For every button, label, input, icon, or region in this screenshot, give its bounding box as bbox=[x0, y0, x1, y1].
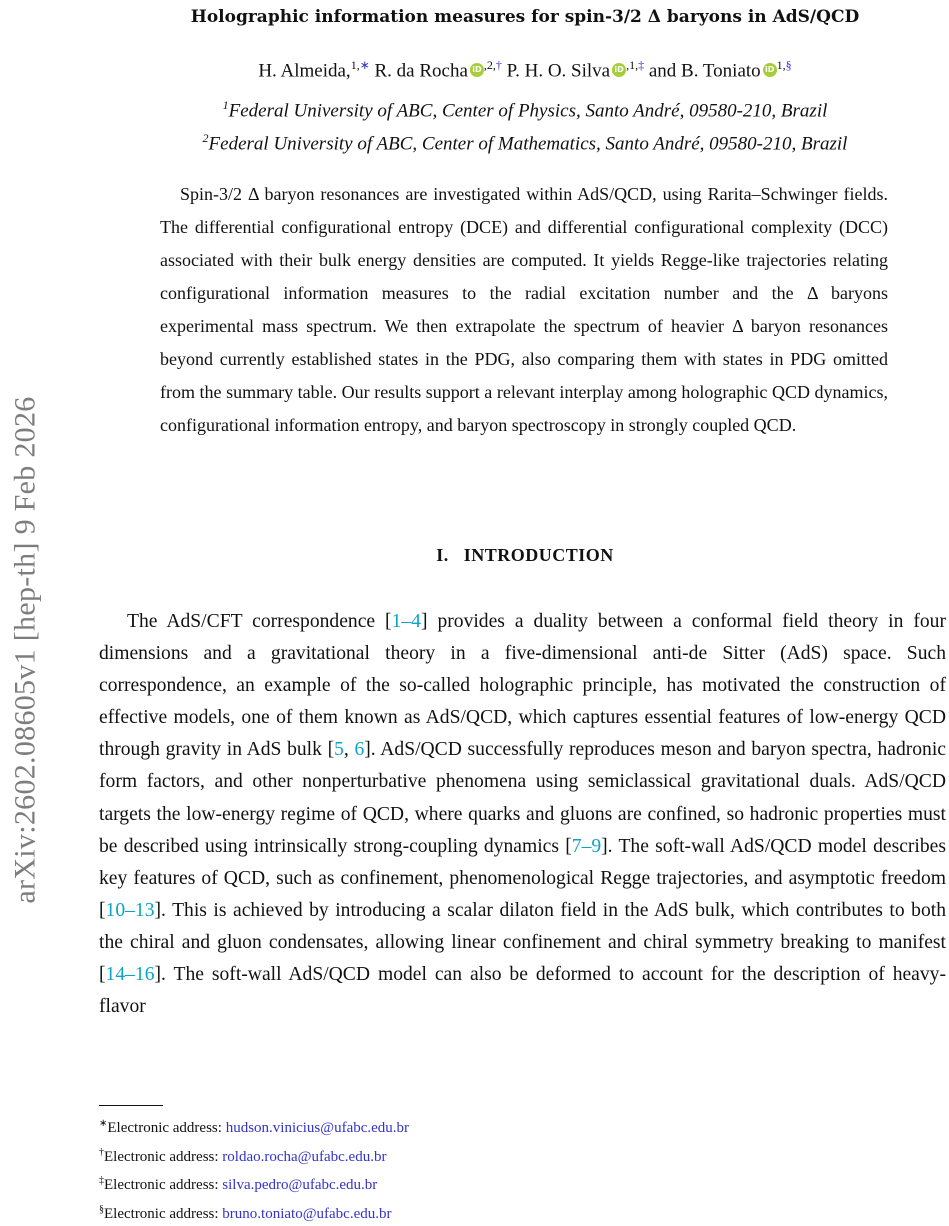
citation-link[interactable]: 6 bbox=[354, 739, 364, 760]
footnotes bbox=[99, 1112, 799, 1226]
footnote bbox=[99, 1169, 799, 1198]
citation-link[interactable]: 14–16 bbox=[106, 964, 155, 985]
footnote-mark: ‡ bbox=[99, 1175, 104, 1186]
footnote-label: Electronic address: bbox=[104, 1149, 222, 1165]
footnote-label: Electronic address: bbox=[104, 1206, 222, 1222]
author-footnote-link[interactable]: § bbox=[786, 58, 792, 72]
text-run: The AdS/CFT correspondence [ bbox=[127, 611, 392, 632]
paper-title: Holographic information measures for spin-3/2 Δ baryons in AdS/QCD bbox=[110, 7, 940, 27]
email-link[interactable]: silva.pedro@ufabc.edu.br bbox=[222, 1177, 377, 1193]
author-list bbox=[110, 58, 940, 82]
arxiv-stamp bbox=[4, 320, 48, 980]
author-affiliation: ,1, bbox=[626, 58, 638, 72]
text-run: ] provides a duality between a conformal field theory in four dimensions and a gravitational theory in a five-dimensional anti-de Sitter (AdS) space. Such correspondence, an example of the so-called holographic principle, has motivated the construction of effective models, one of them known as AdS/QCD, which captures essential features of low-energy QCD through gravity in AdS bulk [ bbox=[99, 611, 946, 760]
author-name: R. da Rocha bbox=[375, 60, 468, 81]
email-link[interactable]: bruno.toniato@ufabc.edu.br bbox=[222, 1206, 391, 1222]
author-affiliation: 1, bbox=[777, 58, 786, 72]
paragraph bbox=[99, 606, 946, 1023]
affiliation-1 bbox=[110, 98, 940, 122]
email-link[interactable]: roldao.rocha@ufabc.edu.br bbox=[222, 1149, 386, 1165]
citation-link[interactable]: 7–9 bbox=[572, 836, 601, 857]
author-footnote-link[interactable]: ∗ bbox=[360, 58, 370, 72]
text-run: ]. The soft-wall AdS/QCD model can also be deformed to account for the description of heavy-flavor bbox=[99, 964, 946, 1017]
author-name: P. H. O. Silva bbox=[507, 60, 610, 81]
author-footnote-link[interactable]: † bbox=[496, 58, 502, 72]
author-name: H. Almeida, bbox=[258, 60, 350, 81]
footnote-mark: § bbox=[99, 1204, 104, 1215]
footnote bbox=[99, 1112, 799, 1141]
citation-link[interactable]: 1–4 bbox=[392, 611, 421, 632]
orcid-icon[interactable]: iD bbox=[763, 63, 777, 77]
abstract bbox=[160, 178, 888, 442]
footnote-label: Electronic address: bbox=[104, 1177, 222, 1193]
text-run: ]. AdS/QCD successfully reproduces meson and baryon spectra, hadronic form factors, and other nonperturbative phenomena using semiclassical gravitational duals. AdS/QCD targets the low-energy regime of QCD, where quarks and gluons are confined, so hadronic properties must be described using intrinsically strong-coupling dynamics [ bbox=[99, 739, 946, 856]
affiliation-2 bbox=[110, 131, 940, 155]
author-affiliation: 1, bbox=[351, 58, 360, 72]
text-run: ]. This is achieved by introducing a scalar dilaton field in the AdS bulk, which contributes to both the chiral and gluon condensates, allowing linear confinement and chiral symmetry breaking to manifest [ bbox=[99, 900, 946, 985]
orcid-icon[interactable]: iD bbox=[612, 63, 626, 77]
author-affiliation: ,2, bbox=[484, 58, 496, 72]
affiliation-text: Federal University of ABC, Center of Mathematics, Santo André, 09580-210, Brazil bbox=[209, 133, 848, 154]
introduction-body bbox=[99, 606, 946, 1023]
citation-link[interactable]: 10–13 bbox=[106, 900, 155, 921]
section-number: I. bbox=[436, 545, 449, 565]
orcid-icon[interactable]: iD bbox=[470, 63, 484, 77]
section-heading bbox=[110, 545, 940, 566]
email-link[interactable]: hudson.vinicius@ufabc.edu.br bbox=[226, 1120, 409, 1136]
section-title: INTRODUCTION bbox=[464, 545, 614, 565]
footnote bbox=[99, 1141, 799, 1170]
footnote-label: Electronic address: bbox=[107, 1120, 225, 1136]
abstract-text: Spin-3/2 Δ baryon resonances are investigated within AdS/QCD, using Rarita–Schwinger fields. The differential configurational entropy (DCE) and differential configurational complexity (DCC) associated with their bulk energy densities are computed. It yields Regge-like trajectories relating configurational information measures to the radial excitation number and the Δ baryons experimental mass spectrum. We then extrapolate the spectrum of heavier Δ baryon resonances beyond currently established states in the PDG, also comparing them with states in PDG omitted from the summary table. Our results support a relevant interplay among holographic QCD dynamics, configurational information entropy, and baryon spectroscopy in strongly coupled QCD. bbox=[160, 178, 888, 442]
affiliation-number: 2 bbox=[203, 131, 209, 145]
footnote bbox=[99, 1198, 799, 1226]
footnote-mark: ∗ bbox=[99, 1118, 107, 1129]
footnote-rule bbox=[99, 1105, 163, 1106]
citation-link[interactable]: 5 bbox=[334, 739, 344, 760]
footnote-mark: † bbox=[99, 1147, 104, 1158]
text-run: , bbox=[344, 739, 355, 760]
affiliation-text: Federal University of ABC, Center of Physics, Santo André, 09580-210, Brazil bbox=[229, 100, 828, 121]
affiliation-number: 1 bbox=[223, 98, 229, 112]
author-name: and B. Toniato bbox=[649, 60, 761, 81]
text-run: ]. The soft-wall AdS/QCD model describes key features of QCD, such as confinement, phenomenological Regge trajectories, and asymptotic freedom [ bbox=[99, 836, 946, 921]
arxiv-stamp-text: arXiv:2602.08605v1 [hep-th] 9 Feb 2026 bbox=[9, 396, 43, 903]
author-footnote-link[interactable]: ‡ bbox=[638, 58, 644, 72]
